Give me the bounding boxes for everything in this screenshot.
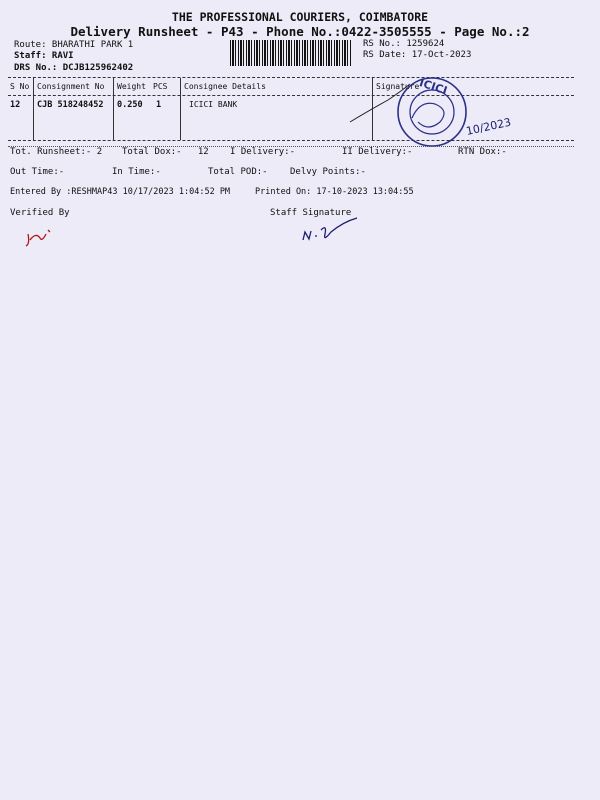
col-divider [33,78,34,140]
delvy-points: Delvy Points:- [290,167,366,177]
in-time: In Time:- [112,167,161,177]
barcode [230,40,352,66]
rs-date: RS Date: 17-Oct-2023 [363,50,472,60]
tot-runsheet: Tot. Runsheet:- 2 [10,147,103,157]
rtn-dox: RTN Dox:- [458,147,507,157]
staff-label: Staff: RAVI [14,51,74,61]
verifier-signature [20,222,60,252]
verified-by-label: Verified By [10,208,70,218]
staff-signature [295,212,365,247]
i-delivery: I Delivery:- [230,147,296,157]
signature-stroke [350,84,410,122]
rs-number: RS No.: 1259624 [363,39,445,49]
header-sno: S No [10,82,30,91]
printed-on: Printed On: 17-10-2023 13:04:55 [255,187,414,197]
bleed-through-text [10,760,15,769]
header-signature: Signature [376,82,420,91]
runsheet-title: Delivery Runsheet - P43 - Phone No.:0422-3505555 - Page No.:2 [70,24,530,39]
total-dox: Total Dox:- 12 [122,147,209,157]
stamp-inner-ring [410,90,454,134]
col-divider [180,78,181,140]
row-sno: 12 [10,100,21,110]
handwritten-date: 10/2023 [464,115,513,138]
header-weight: Weight [117,82,146,91]
route-label: Route: BHARATHI PARK 1 [14,40,134,50]
bank-stamp [340,70,540,155]
out-time: Out Time:- [10,167,65,177]
header-pcs: PCS [153,82,168,91]
row-consignee: ICICI BANK [189,100,238,109]
stamp-text: ICICI [417,76,449,98]
row-consignment: CJB 518248452 [37,100,104,110]
staff-signature-label: Staff Signature [270,208,352,218]
total-pod: Total POD:- [208,167,268,177]
entered-by: Entered By :RESHMAP43 10/17/2023 1:04:52 PM [10,187,231,197]
header-consignee: Consignee Details [184,82,266,91]
row-weight: 0.250 [117,100,143,110]
header-consignment: Consignment No [37,82,105,91]
col-divider [113,78,114,140]
row-pcs: 1 [156,100,162,110]
stamp-emblem [412,103,444,127]
faded-overprint [354,46,362,60]
company-name: THE PROFESSIONAL COURIERS, COIMBATORE [171,10,429,24]
ii-delivery: II Delivery:- [342,147,413,157]
drs-number: DRS No.: DCJB125962402 [14,63,134,73]
